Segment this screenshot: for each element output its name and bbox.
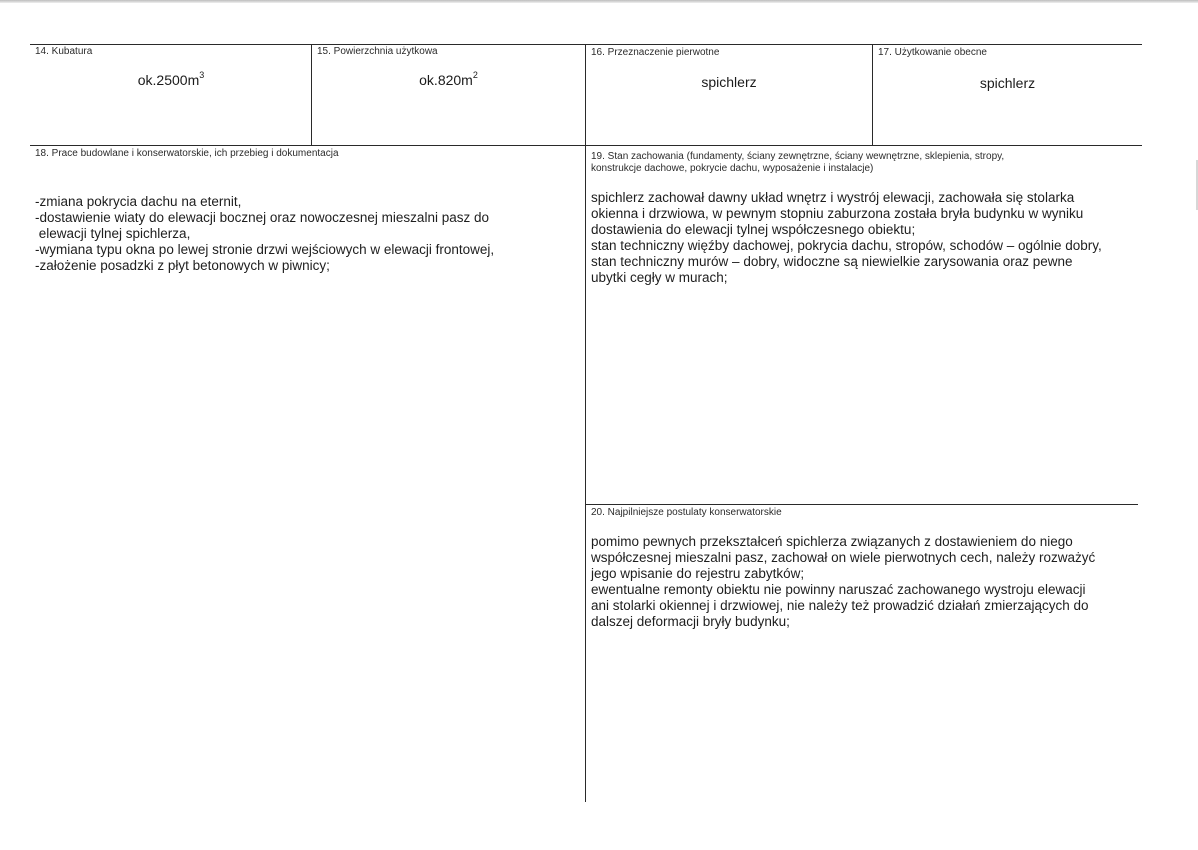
stan-line: okienna i drzwiowa, w pewnym stopniu zaburzona została bryła budynku w wyniku (591, 206, 1084, 221)
powierzchnia-label: 15. Powierzchnia użytkowa (317, 46, 438, 57)
kubatura-number: ok.2500m (137, 72, 200, 88)
postulaty-label: 20. Najpilniejsze postulaty konserwatorskie (591, 507, 782, 518)
stan-line: ubytki cegły w murach; (591, 270, 728, 285)
kubatura-exponent: 3 (199, 70, 205, 81)
col-divider-1 (311, 44, 312, 145)
kubatura-value (31, 72, 311, 88)
col-divider-3 (872, 44, 873, 145)
uzytkowanie-value: spichlerz (979, 75, 1036, 91)
prace-label: 18. Prace budowlane i konserwatorskie, ich przebieg i dokumentacja (35, 148, 339, 159)
postulaty-text (591, 534, 1095, 630)
stan-label-line: 19. Stan zachowania (fundamenty, ściany zewnętrzne, ściany wewnętrzne, sklepienia, stropy, (591, 151, 1005, 162)
postulaty-line: ewentualne remonty obiektu nie powinny naruszać zachowanego wystroju elewacji (591, 582, 1086, 597)
postulaty-line: współczesnej mieszalni pasz, zachował on wiele pierwotnych cech, należy rozważyć (591, 550, 1096, 565)
prace-line: -założenie posadzki z płyt betonowych w piwnicy; (35, 258, 330, 273)
postulaty-line: jego wpisanie do rejestru zabytków; (591, 566, 805, 581)
col-divider-2 (585, 44, 586, 802)
stan-line: stan techniczny więźby dachowej, pokrycia dachu, stropów, schodów – ogólnie dobry, (591, 238, 1102, 253)
prace-text (35, 194, 494, 274)
przeznaczenie-label: 16. Przeznaczenie pierwotne (591, 47, 720, 58)
row-divider (30, 145, 1142, 146)
postulaty-line: pomimo pewnych przekształceń spichlerza związanych z dostawieniem do niego (591, 534, 1073, 549)
stan-line: dostawienia do elewacji tylnej współczesnego obiektu; (591, 222, 916, 237)
prace-line: -wymiana typu okna po lewej stronie drzwi wejściowych w elewacji frontowej, (35, 242, 495, 257)
postulaty-line: dalszej deformacji bryły budynku; (591, 614, 790, 629)
section-20-divider (585, 504, 1138, 505)
stan-label-line: konstrukcje dachowe, pokrycie dachu, wyposażenie i instalacje) (591, 163, 874, 174)
top-border (30, 44, 1142, 45)
prace-line: elewacji tylnej spichlerza, (35, 226, 191, 241)
prace-line: -dostawienie wiaty do elewacji bocznej oraz nowoczesnej mieszalni pasz do (35, 210, 489, 225)
postulaty-line: ani stolarki okiennej i drzwiowej, nie należy też prowadzić działań zmierzających do (591, 598, 1089, 613)
stan-line: stan techniczny murów – dobry, widoczne są niewielkie zarysowania oraz pewne (591, 254, 1073, 269)
powierzchnia-exponent: 2 (472, 70, 478, 81)
powierzchnia-value (312, 72, 585, 88)
stan-label (591, 151, 1004, 175)
stan-line: spichlerz zachował dawny układ wnętrz i wystrój elewacji, zachowała się stolarka (591, 190, 1075, 205)
powierzchnia-number: ok.820m (419, 72, 473, 88)
przeznaczenie-value: spichlerz (701, 74, 757, 90)
prace-line: -zmiana pokrycia dachu na eternit, (35, 194, 242, 209)
stan-text (591, 190, 1102, 286)
kubatura-label: 14. Kubatura (35, 46, 93, 57)
scan-edge (0, 0, 1198, 3)
uzytkowanie-label: 17. Użytkowanie obecne (878, 47, 987, 58)
